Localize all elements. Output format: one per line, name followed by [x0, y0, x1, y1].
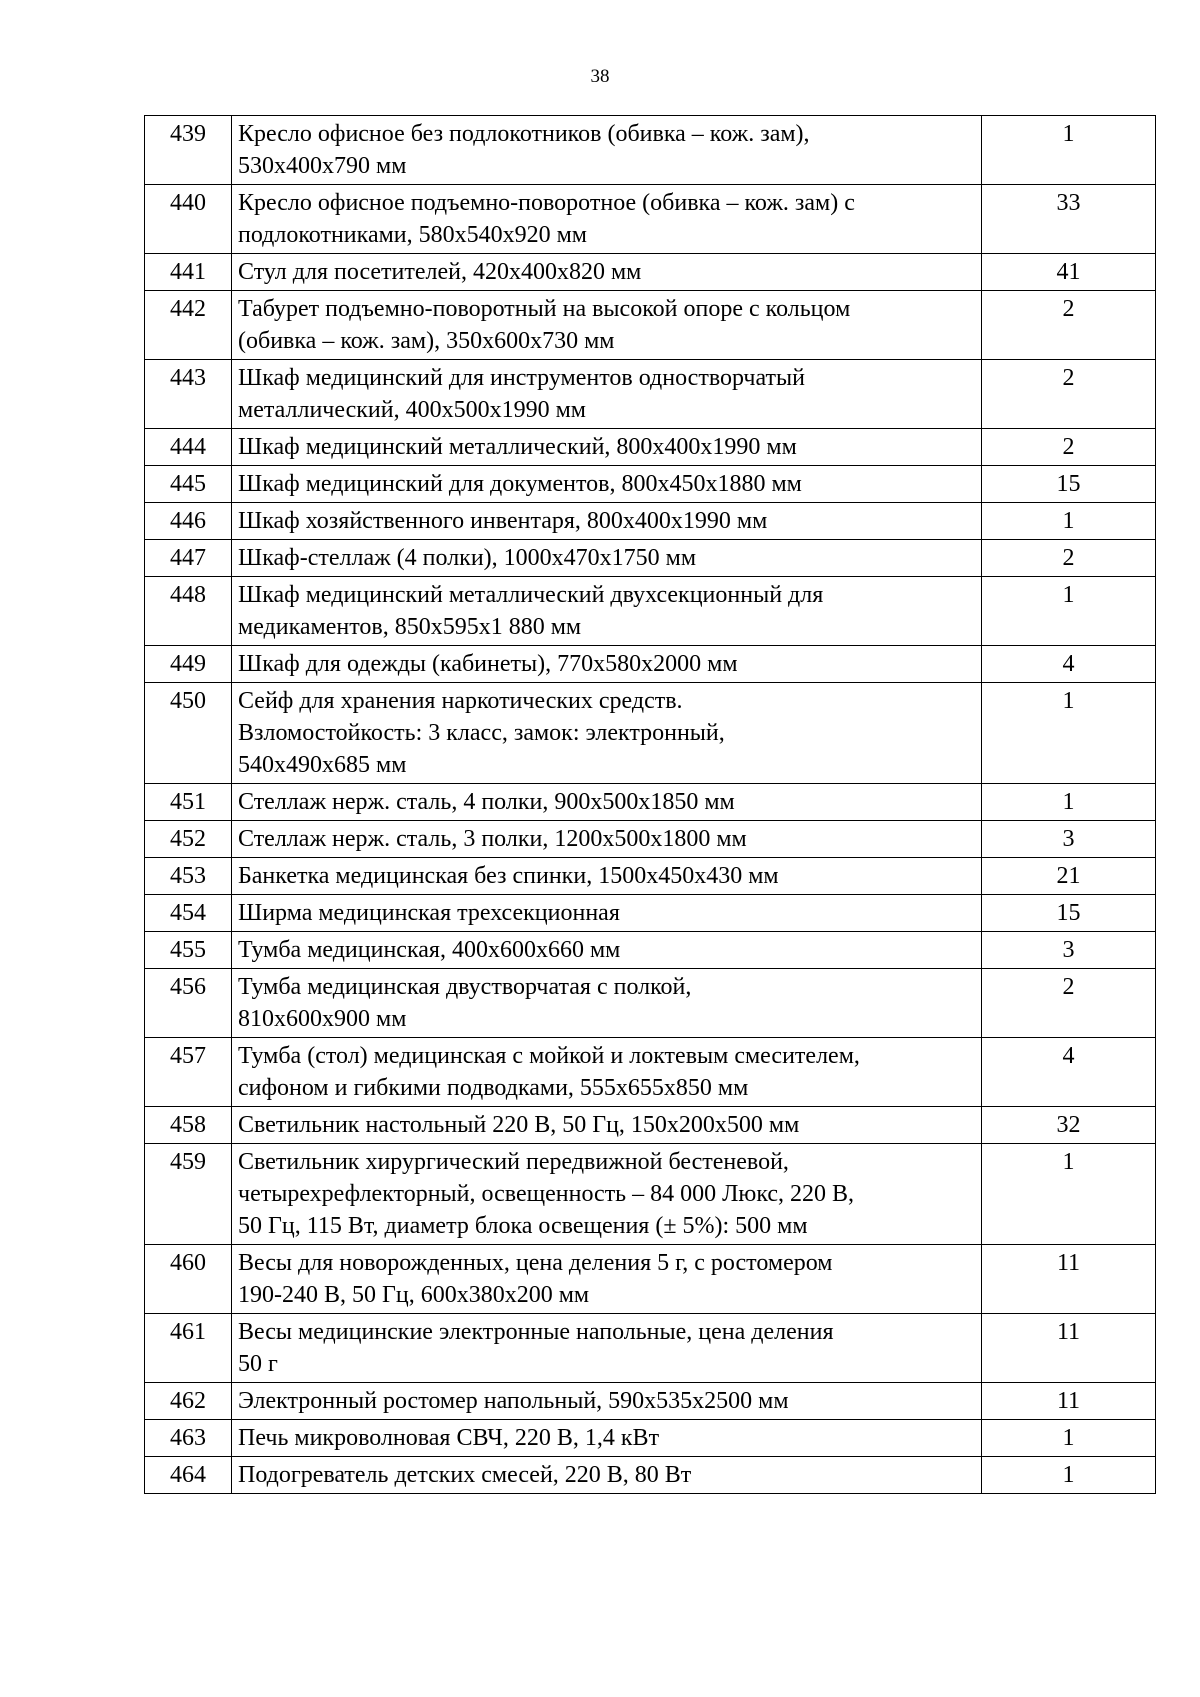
- row-number: 443: [145, 360, 232, 429]
- item-description: [232, 254, 982, 291]
- description-line: Стеллаж нерж. сталь, 3 полки, 1200х500х1800 мм: [238, 826, 747, 852]
- item-description: [232, 895, 982, 932]
- description-line: Светильник настольный 220 В, 50 Гц, 150х200х500 мм: [238, 1112, 800, 1138]
- description-line: четырехрефлекторный, освещенность – 84 000 Люкс, 220 В,: [238, 1181, 855, 1207]
- table-row: [145, 1420, 1156, 1457]
- table-row: [145, 503, 1156, 540]
- description-line: 540х490х685 мм: [238, 752, 407, 778]
- item-quantity: 1: [982, 577, 1156, 646]
- item-description: [232, 577, 982, 646]
- description-line: Шкаф хозяйственного инвентаря, 800х400х1990 мм: [238, 508, 768, 534]
- item-quantity: 11: [982, 1383, 1156, 1420]
- item-quantity: 3: [982, 821, 1156, 858]
- item-description: [232, 932, 982, 969]
- item-quantity: 32: [982, 1107, 1156, 1144]
- table-row: [145, 1314, 1156, 1383]
- description-line: медикаментов, 850х595х1 880 мм: [238, 614, 582, 640]
- description-line: металлический, 400х500х1990 мм: [238, 397, 586, 423]
- row-number: 461: [145, 1314, 232, 1383]
- description-line: Сейф для хранения наркотических средств.: [238, 688, 683, 714]
- row-number: 439: [145, 116, 232, 185]
- item-description: [232, 784, 982, 821]
- item-quantity: 15: [982, 895, 1156, 932]
- row-number: 444: [145, 429, 232, 466]
- table-row: [145, 360, 1156, 429]
- item-description: [232, 1420, 982, 1457]
- description-line: Светильник хирургический передвижной бестеневой,: [238, 1149, 789, 1175]
- item-description: [232, 821, 982, 858]
- description-line: Ширма медицинская трехсекционная: [238, 900, 620, 926]
- table-row: [145, 466, 1156, 503]
- table-row: [145, 291, 1156, 360]
- table-row: [145, 1457, 1156, 1494]
- item-quantity: 1: [982, 1457, 1156, 1494]
- item-description: [232, 360, 982, 429]
- item-description: [232, 503, 982, 540]
- item-quantity: 2: [982, 360, 1156, 429]
- item-quantity: 33: [982, 185, 1156, 254]
- table-row: [145, 1383, 1156, 1420]
- page-number: 38: [590, 66, 610, 87]
- table-row: [145, 1144, 1156, 1245]
- row-number: 441: [145, 254, 232, 291]
- item-quantity: 1: [982, 683, 1156, 784]
- item-description: [232, 185, 982, 254]
- item-description: [232, 969, 982, 1038]
- item-description: [232, 1383, 982, 1420]
- row-number: 442: [145, 291, 232, 360]
- row-number: 464: [145, 1457, 232, 1494]
- description-line: Стул для посетителей, 420х400х820 мм: [238, 259, 642, 285]
- equipment-table: [144, 115, 1156, 1494]
- row-number: 459: [145, 1144, 232, 1245]
- description-line: сифоном и гибкими подводками, 555х655х850 мм: [238, 1075, 749, 1101]
- row-number: 448: [145, 577, 232, 646]
- row-number: 452: [145, 821, 232, 858]
- row-number: 463: [145, 1420, 232, 1457]
- description-line: Шкаф медицинский металлический, 800х400х1990 мм: [238, 434, 797, 460]
- description-line: (обивка – кож. зам), 350х600х730 мм: [238, 328, 615, 354]
- table-row: [145, 821, 1156, 858]
- row-number: 460: [145, 1245, 232, 1314]
- item-quantity: 21: [982, 858, 1156, 895]
- row-number: 457: [145, 1038, 232, 1107]
- table-row: [145, 254, 1156, 291]
- item-description: [232, 1245, 982, 1314]
- description-line: Взломостойкость: 3 класс, замок: электронный,: [238, 720, 725, 746]
- table-row: [145, 185, 1156, 254]
- item-quantity: 2: [982, 969, 1156, 1038]
- description-line: Кресло офисное без подлокотников (обивка – кож. зам),: [238, 121, 810, 147]
- row-number: 458: [145, 1107, 232, 1144]
- table-row: [145, 1245, 1156, 1314]
- item-description: [232, 1107, 982, 1144]
- item-quantity: 1: [982, 1420, 1156, 1457]
- row-number: 453: [145, 858, 232, 895]
- row-number: 451: [145, 784, 232, 821]
- table-row: [145, 683, 1156, 784]
- item-description: [232, 429, 982, 466]
- description-line: Шкаф медицинский для инструментов одностворчатый: [238, 365, 805, 391]
- item-quantity: 41: [982, 254, 1156, 291]
- row-number: 446: [145, 503, 232, 540]
- description-line: Тумба медицинская двустворчатая с полкой,: [238, 974, 692, 1000]
- description-line: Табурет подъемно-поворотный на высокой опоре с кольцом: [238, 296, 851, 322]
- item-quantity: 1: [982, 503, 1156, 540]
- item-description: [232, 646, 982, 683]
- table-body: [145, 116, 1156, 1494]
- row-number: 440: [145, 185, 232, 254]
- item-quantity: 11: [982, 1245, 1156, 1314]
- row-number: 462: [145, 1383, 232, 1420]
- description-line: 190-240 В, 50 Гц, 600х380х200 мм: [238, 1282, 590, 1308]
- item-description: [232, 1314, 982, 1383]
- table-row: [145, 540, 1156, 577]
- description-line: Тумба (стол) медицинская с мойкой и локтевым смесителем,: [238, 1043, 860, 1069]
- description-line: подлокотниками, 580х540х920 мм: [238, 222, 587, 248]
- row-number: 447: [145, 540, 232, 577]
- description-line: Электронный ростомер напольный, 590х535х2500 мм: [238, 1388, 789, 1414]
- table-row: [145, 969, 1156, 1038]
- table-row: [145, 858, 1156, 895]
- description-line: Шкаф медицинский для документов, 800х450х1880 мм: [238, 471, 802, 497]
- item-quantity: 4: [982, 1038, 1156, 1107]
- row-number: 455: [145, 932, 232, 969]
- item-description: [232, 540, 982, 577]
- item-description: [232, 1144, 982, 1245]
- description-line: Кресло офисное подъемно-поворотное (обивка – кож. зам) с: [238, 190, 855, 216]
- item-description: [232, 1457, 982, 1494]
- description-line: Шкаф медицинский металлический двухсекционный для: [238, 582, 824, 608]
- row-number: 454: [145, 895, 232, 932]
- row-number: 445: [145, 466, 232, 503]
- description-line: 810х600х900 мм: [238, 1006, 407, 1032]
- row-number: 456: [145, 969, 232, 1038]
- item-description: [232, 683, 982, 784]
- item-quantity: 4: [982, 646, 1156, 683]
- item-quantity: 3: [982, 932, 1156, 969]
- item-description: [232, 291, 982, 360]
- description-line: Весы медицинские электронные напольные, цена деления: [238, 1319, 834, 1345]
- row-number: 449: [145, 646, 232, 683]
- item-quantity: 2: [982, 291, 1156, 360]
- description-line: Шкаф-стеллаж (4 полки), 1000х470х1750 мм: [238, 545, 697, 571]
- table-row: [145, 429, 1156, 466]
- table-row: [145, 1107, 1156, 1144]
- description-line: Стеллаж нерж. сталь, 4 полки, 900х500х1850 мм: [238, 789, 735, 815]
- table-row: [145, 932, 1156, 969]
- table-row: [145, 577, 1156, 646]
- description-line: Весы для новорожденных, цена деления 5 г, с ростомером: [238, 1250, 833, 1276]
- description-line: Печь микроволновая СВЧ, 220 В, 1,4 кВт: [238, 1425, 660, 1451]
- item-quantity: 15: [982, 466, 1156, 503]
- item-description: [232, 1038, 982, 1107]
- item-quantity: 1: [982, 784, 1156, 821]
- description-line: Тумба медицинская, 400х600х660 мм: [238, 937, 621, 963]
- item-quantity: 2: [982, 429, 1156, 466]
- table-row: [145, 116, 1156, 185]
- description-line: Банкетка медицинская без спинки, 1500х450х430 мм: [238, 863, 779, 889]
- item-description: [232, 116, 982, 185]
- item-quantity: 2: [982, 540, 1156, 577]
- table-row: [145, 895, 1156, 932]
- description-line: Подогреватель детских смесей, 220 В, 80 Вт: [238, 1462, 692, 1488]
- item-description: [232, 466, 982, 503]
- table-row: [145, 784, 1156, 821]
- description-line: 50 Гц, 115 Вт, диаметр блока освещения (± 5%): 500 мм: [238, 1213, 808, 1239]
- item-description: [232, 858, 982, 895]
- row-number: 450: [145, 683, 232, 784]
- description-line: 530х400х790 мм: [238, 153, 407, 179]
- table-row: [145, 1038, 1156, 1107]
- table-row: [145, 646, 1156, 683]
- item-quantity: 11: [982, 1314, 1156, 1383]
- description-line: Шкаф для одежды (кабинеты), 770х580х2000 мм: [238, 651, 738, 677]
- description-line: 50 г: [238, 1351, 278, 1377]
- item-quantity: 1: [982, 1144, 1156, 1245]
- item-quantity: 1: [982, 116, 1156, 185]
